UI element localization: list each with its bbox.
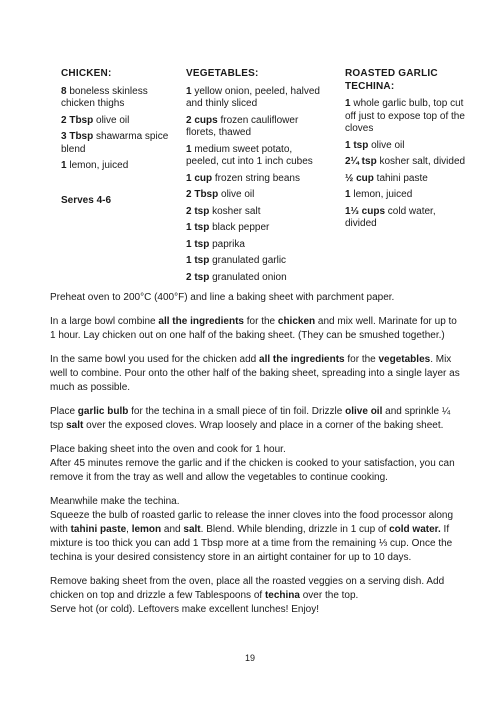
vegetables-heading: VEGETABLES: xyxy=(186,68,259,79)
instruction-step: In the same bowl you used for the chicken add all the ingredients for the vegetables. Mix well to combine. Pour onto the other half of the baking sheet, spreading into a single layer as much as possible. xyxy=(50,354,460,393)
ingredient-item: 1 lemon, juiced xyxy=(61,160,129,171)
ingredient-item: 1 whole garlic bulb, top cut off just to expose top of the cloves xyxy=(345,98,465,134)
chicken-ingredients xyxy=(61,68,173,207)
instruction-step: In a large bowl combine all the ingredients for the chicken and mix well. Marinate for up to 1 hour. Lay chicken out on one half of the baking sheet. (They can be smushed together.) xyxy=(50,316,457,341)
ingredient-item: 8 boneless skinless chicken thighs xyxy=(61,85,148,109)
ingredient-item: 1 tsp granulated garlic xyxy=(186,255,287,266)
ingredient-item: 1 tsp black pepper xyxy=(186,222,270,233)
instructions xyxy=(50,291,460,627)
chicken-heading: CHICKEN: xyxy=(61,68,112,79)
instruction-step: Place garlic bulb for the techina in a small piece of tin foil. Drizzle olive oil and sprinkle ¼ tsp salt over the exposed cloves. Wrap loosely and place in a corner of the baking sheet. xyxy=(50,406,451,431)
instruction-step: Meanwhile make the techina. Squeeze the bulb of roasted garlic to release the inner cloves into the food processor along with tahini paste, lemon and salt. Blend. While blending, drizzle in 1 cup of cold water. If mixture is too thick you can add 1 Tbsp more at a time from the remaining ⅓ cup. Once the techina is your desired consistency store in an airtight container for up to 10 days. xyxy=(50,496,454,563)
ingredient-item: 1 yellow onion, peeled, halved and thinly sliced xyxy=(186,85,320,109)
techina-heading: ROASTED GARLIC TECHINA: xyxy=(345,68,438,92)
ingredient-item: 1⅓ cups cold water, divided xyxy=(345,205,436,229)
ingredient-item: 1 lemon, juiced xyxy=(345,189,413,200)
ingredient-item: 2 Tbsp olive oil xyxy=(186,189,255,200)
instruction-step: Preheat oven to 200°C (400°F) and line a baking sheet with parchment paper. xyxy=(50,292,395,303)
page-number: 19 xyxy=(244,653,255,663)
ingredient-item: 2¼ tsp kosher salt, divided xyxy=(345,156,466,167)
ingredient-item: 2 tsp granulated onion xyxy=(186,271,287,283)
ingredient-item: 3 Tbsp shawarma spice blend xyxy=(61,131,169,155)
instruction-step: Place baking sheet into the oven and cook for 1 hour. After 45 minutes remove the garlic and if the chicken is cooked to your satisfaction, you can remove it from the tray as well and allow the vegetables to continue cooking. xyxy=(50,444,455,483)
vegetables-ingredients xyxy=(186,68,326,288)
ingredient-item: 1 cup frozen string beans xyxy=(186,172,300,184)
ingredient-item: 1 tsp paprika xyxy=(186,238,245,250)
ingredient-item: 1 medium sweet potato, peeled, cut into 1 inch cubes xyxy=(186,143,313,167)
serves-label: Serves 4-6 xyxy=(61,194,112,206)
ingredient-item: 2 Tbsp olive oil xyxy=(61,114,130,126)
instruction-step: Remove baking sheet from the oven, place all the roasted veggies on a serving dish. Add chicken on top and drizzle a few Tablespoons of techina over the top. Serve hot (or cold). Leftovers make excellent lunches! Enjoy! xyxy=(50,576,445,615)
ingredient-item: 2 cups frozen cauliflower florets, thawed xyxy=(186,114,299,138)
ingredient-item: 2 tsp kosher salt xyxy=(186,205,261,217)
ingredient-item: ½ cup tahini paste xyxy=(345,172,428,184)
techina-ingredients xyxy=(345,68,470,235)
ingredient-item: 1 tsp olive oil xyxy=(345,139,405,151)
